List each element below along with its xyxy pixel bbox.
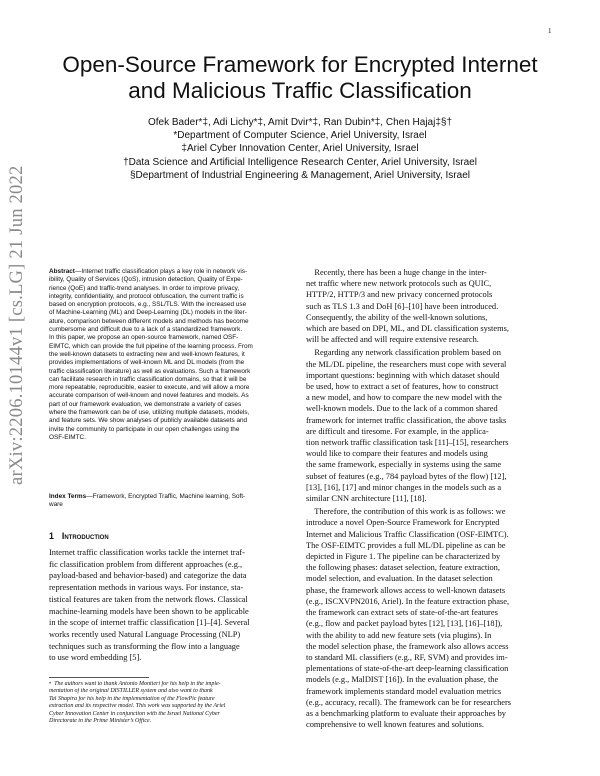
intro-line: Internet traffic classification works tackle the internet traf- xyxy=(49,548,245,557)
right-column-body xyxy=(306,267,552,730)
body-line: are difficult and tiresome. For example, in the applica- xyxy=(306,426,489,436)
intro-line: techniques such as transforming the flow into a language xyxy=(49,641,240,651)
body-line: model selection, and evaluation. In the dataset selection xyxy=(306,574,493,584)
abstract-line: more repeatable, reproducible, easier to execute, and will allow a more xyxy=(49,384,250,392)
body-line: would like to compare their features and models using xyxy=(306,449,488,459)
body-line: introduce a novel Open-Source Framework for Encrypted xyxy=(306,518,500,528)
body-line: net traffic where new network protocols such as QUIC, xyxy=(306,279,492,289)
body-paragraph xyxy=(306,506,552,730)
page-number: 1 xyxy=(548,27,552,35)
title-line: and Malicious Traffic Classification xyxy=(128,78,472,103)
footnote-first-line xyxy=(49,681,295,688)
body-line: The OSF-EIMTC provides a full ML/DL pipeline as can be xyxy=(306,540,506,550)
section-title: Introduction xyxy=(61,531,109,541)
body-line: Therefore, the contribution of this work is as follows: we xyxy=(306,507,506,517)
abstract-line xyxy=(49,268,295,276)
body-line: depicted in Figure 1. The pipeline can be characterized by xyxy=(306,552,501,562)
intro-line: representation methods in various ways. For instance, sta- xyxy=(49,583,244,593)
index-terms-label: Index Terms xyxy=(49,493,87,500)
abstract-line: where the framework can be of use, utilizing multiple datasets, models, xyxy=(49,409,250,417)
abstract-line: rience (QoE) and traffic-trend analyses. In order to improve privacy, xyxy=(49,284,240,292)
body-line: (e.g., flow and packet payload bytes [12], [13], [16]–[18]), xyxy=(306,619,503,629)
intro-paragraph xyxy=(49,547,295,664)
abstract-line: part of our framework evaluation, we demonstrate a variety of cases xyxy=(49,400,242,408)
body-line: a new model, and how to compare the new model with the xyxy=(306,393,502,403)
body-line: well-known models. Due to the lack of a common shared xyxy=(306,404,498,414)
footnote-line: Cyber Innovation Center in conjunction with the Israel National Cyber xyxy=(49,710,220,717)
body-line: comprehensive to well known features and solutions. xyxy=(306,720,484,730)
body-line: be used, how to extract a set of features, how to construct xyxy=(306,382,499,392)
body-line: with the ability to add new feature sets (via plugins). In xyxy=(306,630,492,640)
intro-line: in the scope of internet traffic classification [1]–[4]. Several xyxy=(49,618,250,628)
index-terms-line xyxy=(49,493,295,501)
body-line: similar CNN architecture [11], [18]. xyxy=(306,494,427,504)
body-line: to standard ML classifiers (e.g., RF, SVM) and provides im- xyxy=(306,652,508,662)
body-paragraph xyxy=(306,347,552,504)
body-line: Internet and Malicious Traffic Classification (OSF-EIMTC). xyxy=(306,529,509,539)
footnote-line: mentation of the original DISTILLER system and also want to thank xyxy=(49,688,213,695)
body-line: [13], [16], [17] and minor changes in the models such as a xyxy=(306,482,502,492)
footnote-divider xyxy=(49,677,149,678)
body-line: the ML/DL pipeline, the researchers must cope with several xyxy=(306,359,507,369)
abstract-text: —Internet traffic classification plays a key role in network vis- xyxy=(74,268,248,275)
abstract xyxy=(49,268,295,442)
body-line: framework for internet traffic classification, the above tasks xyxy=(306,415,507,425)
author-names: Ofek Bader*‡, Adi Lichy*‡, Amit Dvir*‡, Ran Dubin*‡, Chen Hajaj‡§† xyxy=(147,117,453,128)
body-line: will be affected and will require extensive research. xyxy=(306,335,479,345)
abstract-line: invite the community to participate in our open challenges using the xyxy=(49,425,240,433)
body-line: the following phases: dataset selection, feature extraction, xyxy=(306,563,500,573)
title-line: Open-Source Framework for Encrypted Internet xyxy=(62,52,538,77)
body-line: tion network traffic classification task [11]–[15], researchers xyxy=(306,438,509,448)
intro-line: to use word embedding [5]. xyxy=(49,653,142,663)
body-line: HTTP/2, HTTP/3 and new privacy concerned protocols xyxy=(306,290,493,300)
abstract-line: integrity, confidentiality, and protocol obfuscation, the current traffic is xyxy=(49,292,244,300)
body-line: which are based on DPI, ML, and DL classification systems, xyxy=(306,324,509,334)
affiliation: §Department of Industrial Engineering & Management, Ariel University, Israel xyxy=(130,169,470,181)
intro-line: works recently used Natural Language Processing (NLP) xyxy=(49,629,241,639)
body-line: such as TLS 1.3 and DoH [6]–[10] have been introduced. xyxy=(306,301,499,311)
paper-title xyxy=(40,52,560,104)
abstract-line: accurate comparison of well-known and novel features and models. As xyxy=(49,392,249,400)
abstract-line: based on encryption protocols, e.g., SSL/TLS. With the increased use xyxy=(49,301,247,309)
affiliation: *Department of Computer Science, Ariel University, Israel xyxy=(173,130,427,142)
intro-line: machine-learning models have been shown to be applicable xyxy=(49,606,249,616)
body-line: the same framework, especially in systems using the same xyxy=(306,460,502,470)
section-heading xyxy=(49,531,109,541)
body-line: phase, the framework allows access to well-known datasets xyxy=(306,585,506,595)
abstract-line: provides implementations of well-known ML and DL models (from the xyxy=(49,359,245,367)
intro-line: payload-based and behavior-based) and categorize the data xyxy=(49,571,247,581)
body-line: (e.g., ISCXVPN2016, Ariel). In the feature extraction phase, xyxy=(306,596,510,606)
footnote-bullet-icon: • xyxy=(49,681,52,687)
abstract-line: the well-known datasets to extracting new and well-known features, it xyxy=(49,350,245,358)
body-line: the model selection phase, the framework also allows access xyxy=(306,641,509,651)
footnote-line: Tal Shapira for his help in the implementation of the FlowPic feature xyxy=(49,695,215,702)
abstract-line: can facilitate research in traffic classification domains, so that it will be xyxy=(49,375,247,383)
body-line: (e.g., accuracy, recall). The framework can be for researchers xyxy=(306,697,512,707)
body-line: Recently, there has been a huge change in the inter- xyxy=(306,268,487,277)
body-line: models (e.g., MalDIST [16]). In the evaluation phase, the xyxy=(306,675,499,685)
index-terms xyxy=(49,493,295,510)
body-line: important questions: beginning with which dataset should xyxy=(306,370,500,380)
abstract-line: cumbersome and difficult due to a lack of a standardized framework. xyxy=(49,326,243,334)
body-line: Regarding any network classification problem based on xyxy=(306,348,501,358)
abstract-line: ibility, Quality of Services (QoS), intrusion detection, Quality of Expe- xyxy=(49,276,243,284)
footnote-line: The authors want to thank Antonio Montieri for his help in the imple- xyxy=(54,681,221,687)
affiliation: ‡Ariel Cyber Innovation Center, Ariel University, Israel xyxy=(181,143,419,155)
affiliation: †Data Science and Artificial Intelligence Research Center, Ariel University, Israel xyxy=(123,156,477,168)
arxiv-identifier-stamp[interactable]: arXiv:2206.10144v1 [cs.LG] 21 Jun 2022 xyxy=(6,165,27,485)
body-line: subset of features (e.g., 784 payload bytes of the flow) [12], xyxy=(306,471,507,481)
body-paragraph xyxy=(306,267,552,345)
body-line: framework implements standard model evaluation metrics xyxy=(306,686,502,696)
abstract-line: EIMTC, which can provide the full pipeline of the learning process. From xyxy=(49,342,253,350)
body-line: the framework can extract sets of state-of-the-art features xyxy=(306,608,498,618)
abstract-line: of Machine-Learning (ML) and Deep-Learning (DL) models in the liter- xyxy=(49,309,247,317)
footnote-line: Directorate in the Prime Minister’s Office. xyxy=(49,718,152,725)
abstract-line: OSF-EIMTC. xyxy=(49,433,86,441)
author-block xyxy=(40,116,560,182)
body-line: plementations of state-of-the-art deep-learning classification xyxy=(306,664,509,674)
abstract-line: traffic classification literature) as well as evaluations. Such a framework xyxy=(49,367,251,375)
acknowledgment-footnote xyxy=(49,681,295,725)
abstract-line: and feature sets. We show analyses of publicly available datasets and xyxy=(49,417,248,425)
intro-line: fic classification problem from different approaches (e.g., xyxy=(49,559,243,569)
abstract-line: ature, comparison between different models and methods has become xyxy=(49,317,249,325)
abstract-label: Abstract xyxy=(49,268,75,275)
body-line: Consequently, the ability of the well-known solutions, xyxy=(306,312,488,322)
index-terms-line: ware xyxy=(49,501,63,509)
intro-line: tistical features are taken from the network flows. Classical xyxy=(49,594,248,604)
footnote-line: extraction and its respective model. This work was supported by the Ariel xyxy=(49,703,226,710)
section-number: 1 xyxy=(49,531,54,541)
index-terms-text: —Framework, Encrypted Traffic, Machine learning, Soft- xyxy=(86,493,246,500)
abstract-line: In this paper, we propose an open-source framework, named OSF- xyxy=(49,334,239,342)
body-line: as a benchmarking platform to evaluate their approaches by xyxy=(306,708,506,718)
